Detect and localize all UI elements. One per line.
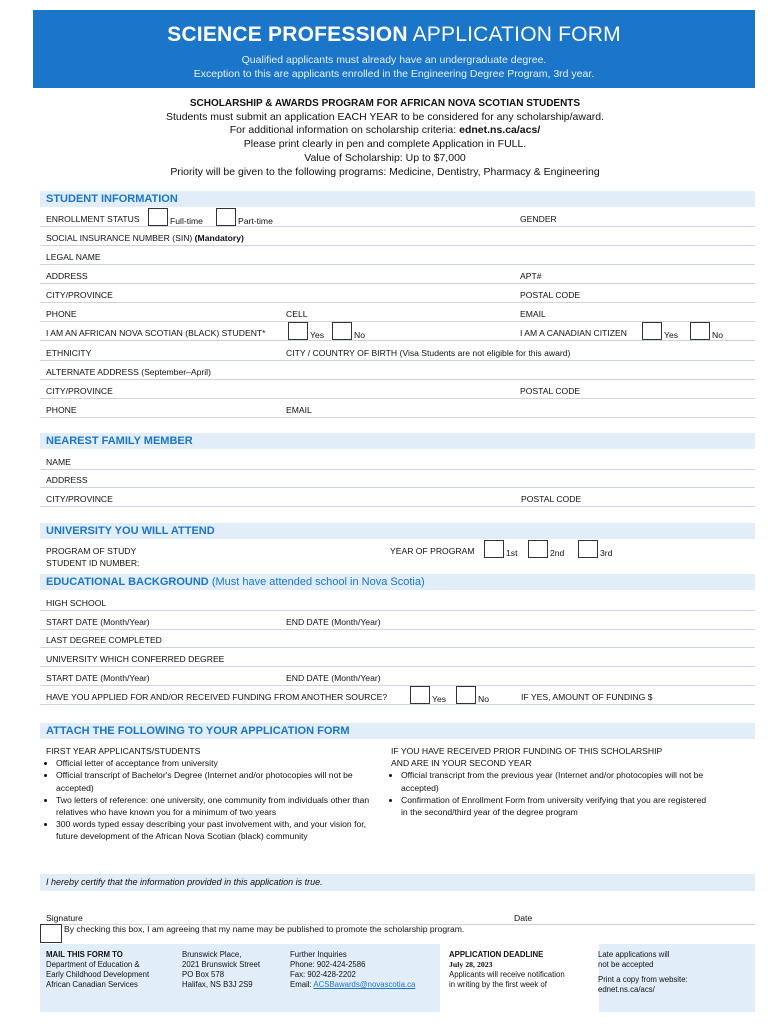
enrollment-status-label: ENROLLMENT STATUS: [46, 214, 140, 224]
degree-end-label: [286, 673, 381, 683]
phone-label: PHONE: [46, 309, 77, 319]
row-degree-dates[interactable]: [40, 668, 755, 686]
hs-end-text: END DATE: [286, 617, 329, 627]
funding-question-label: HAVE YOU APPLIED FOR AND/OR RECEIVED FUNDING FROM ANOTHER SOURCE?: [46, 692, 388, 702]
row-student-id[interactable]: [40, 555, 755, 568]
deadline-line-1: Applicants will receive notification: [449, 970, 565, 979]
list-item: • 300 words typed essay describing your past involvement with, and your vision for, future development of the African Nova Scotian (black) community: [56, 818, 376, 842]
apt-label: APT#: [520, 271, 542, 281]
mail-heading: MAIL THIS FORM TO: [46, 950, 123, 959]
funding-no-checkbox[interactable]: [456, 686, 476, 704]
list-item: • Confirmation of Enrollment Form from university verifying that you are registered in the second/third year of the degree program: [401, 794, 711, 818]
row-hs-dates[interactable]: [40, 612, 755, 630]
alt-postal-label: POSTAL CODE: [520, 386, 581, 396]
second-year-heading-2: AND ARE IN YOUR SECOND YEAR: [391, 758, 532, 769]
birth-label: [286, 348, 570, 358]
scholarship-value: Value of Scholarship: Up to $7,000: [304, 152, 466, 164]
citizen-no-label: No: [712, 330, 723, 340]
alt-phone-label: PHONE: [46, 405, 77, 415]
row-conferred[interactable]: [40, 649, 755, 667]
degree-start-text: START DATE: [46, 673, 98, 683]
mail-address-block: [182, 950, 260, 990]
inquiries-fax: Fax: 902-428-2202: [290, 970, 356, 979]
ans-no-checkbox[interactable]: [332, 322, 352, 340]
list-item: • Official letter of acceptance from university: [56, 757, 376, 769]
email-label: EMAIL: [520, 309, 546, 319]
hs-start-text: START DATE: [46, 617, 98, 627]
row-city[interactable]: [40, 285, 755, 303]
mail-line-3: African Canadian Services: [46, 980, 138, 989]
form-title: [33, 23, 755, 47]
late-block: [598, 950, 688, 995]
inquiries-block: [290, 950, 415, 990]
section-education: [40, 574, 755, 590]
intro-line-1: Students must submit an application EACH YEAR to be considered for any scholarship/award.: [165, 110, 605, 123]
ethnicity-label: ETHNICITY: [46, 348, 92, 358]
ans-no-label: No: [354, 330, 365, 340]
ans-yes-option: [288, 322, 324, 340]
funding-yes-option: [410, 686, 446, 704]
late-line-1: Late applications will: [598, 950, 670, 959]
address-line-3: PO Box 578: [182, 970, 225, 979]
footer-panel: [40, 944, 755, 1012]
second-year-heading-1: IF YOU HAVE RECEIVED PRIOR FUNDING OF THIS SCHOLARSHIP: [391, 746, 663, 756]
deadline-heading: APPLICATION DEADLINE: [449, 950, 544, 959]
funding-no-option: [456, 686, 489, 704]
inquiries-phone: Phone: 902-424-2586: [290, 960, 366, 969]
row-ethnicity[interactable]: [40, 343, 755, 361]
birth-text: CITY / COUNTRY OF BIRTH: [286, 348, 398, 358]
legal-name-label: LEGAL NAME: [46, 252, 101, 262]
year-label: YEAR OF PROGRAM: [390, 546, 475, 556]
education-header-note: (Must have attended school in Nova Scotia): [208, 576, 425, 588]
full-time-option: [148, 208, 203, 226]
first-year-heading: FIRST YEAR APPLICANTS/STUDENTS: [46, 746, 201, 756]
postal-label: POSTAL CODE: [520, 290, 581, 300]
last-degree-label: LAST DEGREE COMPLETED: [46, 635, 162, 645]
print-website-link[interactable]: ednet.ns.ca/acs/: [598, 985, 655, 994]
row-signature[interactable]: [40, 911, 755, 925]
degree-start-label: [46, 673, 150, 683]
list-item: • Official transcript of Bachelor's Degree (Internet and/or photocopies will not be accepted): [56, 769, 376, 793]
list-item: • Official transcript from the previous year (Internet and/or photocopies will not be accepted): [401, 769, 711, 793]
date-label: Date: [514, 913, 533, 923]
row-alt-phone[interactable]: [40, 400, 755, 418]
inquiries-heading: Further Inquiries: [290, 950, 347, 959]
funding-yes-label: Yes: [432, 694, 447, 704]
degree-end-note: (Month/Year): [331, 673, 381, 683]
part-time-option: [216, 208, 273, 226]
row-phone[interactable]: [40, 304, 755, 322]
part-time-label: Part-time: [238, 216, 273, 226]
row-funding: [40, 687, 755, 705]
ans-yes-checkbox[interactable]: [288, 322, 308, 340]
address-line-1: Brunswick Place,: [182, 950, 242, 959]
hs-start-note: (Month/Year): [100, 617, 150, 627]
hs-end-note: (Month/Year): [331, 617, 381, 627]
intro-line-2: [0, 124, 770, 138]
section-nearest-family: NEAREST FAMILY MEMBER: [40, 433, 755, 449]
print-line-1: Print a copy from website:: [598, 975, 688, 984]
banner-line-2: Exception to this are applicants enrolled in the Engineering Degree Program, 3rd year.: [193, 68, 595, 80]
birth-note: (Visa Students are not eligible for this award): [399, 348, 571, 358]
sin-label: [46, 233, 244, 243]
deadline-box: [440, 944, 599, 1012]
priority-programs: Priority will be given to the following programs: Medicine, Dentistry, Pharmacy & Engineering: [170, 165, 600, 178]
citizen-no-option: [690, 322, 723, 340]
full-time-label: Full-time: [170, 216, 203, 226]
banner-line-1: Qualified applicants must already have an undergraduate degree.: [241, 54, 547, 66]
gender-label: GENDER: [520, 214, 557, 224]
citizen-yes-option: [642, 322, 678, 340]
hs-start-label: [46, 617, 150, 627]
year-2-label: 2nd: [550, 548, 565, 558]
program-label: PROGRAM OF STUDY: [46, 546, 137, 556]
year-3-label: 3rd: [600, 548, 613, 558]
mail-to-block: [46, 950, 149, 990]
consent-text: By checking this box, I am agreeing that my name may be published to promote the scholarship program.: [64, 924, 465, 934]
ans-no-option: [332, 322, 365, 340]
alt-email-label: EMAIL: [286, 405, 312, 415]
year-1-label: 1st: [506, 548, 518, 558]
criteria-link[interactable]: ednet.ns.ca/acs/: [459, 124, 541, 136]
row-last-degree[interactable]: [40, 630, 755, 648]
first-year-requirements: [46, 745, 376, 843]
row-address[interactable]: [40, 266, 755, 284]
alt-address-text: ALTERNATE ADDRESS: [46, 367, 139, 377]
citizen-yes-checkbox[interactable]: [642, 322, 662, 340]
row-sin[interactable]: [40, 228, 755, 246]
intro-block: [0, 97, 770, 179]
city-label: CITY/PROVINCE: [46, 290, 113, 300]
row-family-address[interactable]: [40, 470, 755, 488]
alt-address-label: [46, 367, 211, 377]
citizen-label: I AM A CANADIAN CITIZEN: [520, 328, 627, 338]
row-family-name[interactable]: [40, 452, 755, 470]
section-student-information: STUDENT INFORMATION: [40, 191, 755, 207]
row-alt-city[interactable]: [40, 381, 755, 399]
family-address-label: ADDRESS: [46, 475, 88, 485]
section-attach: ATTACH THE FOLLOWING TO YOUR APPLICATION FORM: [40, 723, 755, 739]
row-ans-status: [40, 323, 755, 341]
address-label: ADDRESS: [46, 271, 88, 281]
inquiries-email-label: Email:: [290, 980, 314, 989]
alt-city-label: CITY/PROVINCE: [46, 386, 113, 396]
mail-line-1: Department of Education &: [46, 960, 140, 969]
deadline-date: July 28, 2023: [449, 960, 493, 969]
row-high-school[interactable]: [40, 593, 755, 611]
address-line-4: Halifax, NS B3J 2S9: [182, 980, 253, 989]
sin-mandatory: (Mandatory): [194, 233, 244, 243]
section-university: UNIVERSITY YOU WILL ATTEND: [40, 523, 755, 539]
funding-no-label: No: [478, 694, 489, 704]
row-enrollment: [40, 209, 755, 227]
full-time-checkbox[interactable]: [148, 208, 168, 226]
row-legal-name[interactable]: [40, 247, 755, 265]
family-postal-label: POSTAL CODE: [521, 494, 582, 504]
deadline-line-2: in writing by the first week of: [449, 980, 547, 989]
late-line-2: not be accepted: [598, 960, 654, 969]
cell-label: CELL: [286, 309, 308, 319]
alt-address-note: (September–April): [141, 367, 211, 377]
hs-end-label: [286, 617, 381, 627]
conferred-label: UNIVERSITY WHICH CONFERRED DEGREE: [46, 654, 225, 664]
title-rest: APPLICATION FORM: [407, 23, 621, 46]
education-header-text: EDUCATIONAL BACKGROUND: [46, 576, 209, 588]
certification-statement: I hereby certify that the information provided in this application is true.: [40, 874, 755, 891]
citizen-no-checkbox[interactable]: [690, 322, 710, 340]
family-city-label: CITY/PROVINCE: [46, 494, 113, 504]
address-line-2: 2021 Brunswick Street: [182, 960, 261, 969]
row-family-city[interactable]: [40, 489, 755, 507]
signature-label: Signature: [46, 913, 83, 923]
inquiries-email-link[interactable]: ACSBawards@novascotia.ca: [313, 980, 416, 989]
header-banner: [33, 10, 755, 88]
funding-yes-checkbox[interactable]: [410, 686, 430, 704]
part-time-checkbox[interactable]: [216, 208, 236, 226]
consent-checkbox[interactable]: [40, 924, 62, 943]
title-bold: SCIENCE PROFESSION: [167, 23, 408, 46]
funding-amount-label[interactable]: IF YES, AMOUNT OF FUNDING $: [521, 692, 653, 702]
family-name-label: NAME: [46, 457, 71, 467]
intro-line-2-text: For additional information on scholarship criteria:: [229, 124, 460, 136]
row-alt-address[interactable]: [40, 362, 755, 380]
consent-row: [40, 924, 464, 943]
degree-start-note: (Month/Year): [100, 673, 150, 683]
inquiries-email: [290, 980, 415, 990]
program-heading: SCHOLARSHIP & AWARDS PROGRAM FOR AFRICAN NOVA SCOTIAN STUDENTS: [189, 98, 581, 109]
sin-text: SOCIAL INSURANCE NUMBER (SIN): [46, 233, 193, 243]
list-item: • Two letters of reference: one university, one community from individuals other than relatives who have known you for a minimum of two years: [56, 794, 376, 818]
ans-yes-label: Yes: [310, 330, 325, 340]
student-id-label: STUDENT ID NUMBER:: [46, 558, 140, 568]
citizen-yes-label: Yes: [664, 330, 679, 340]
mail-line-2: Early Childhood Development: [46, 970, 150, 979]
degree-end-text: END DATE: [286, 673, 329, 683]
high-school-label: HIGH SCHOOL: [46, 598, 107, 608]
second-year-requirements: [391, 745, 711, 818]
intro-line-3: Please print clearly in pen and complete Application in FULL.: [243, 137, 527, 150]
ans-question-label: I AM AN AFRICAN NOVA SCOTIAN (BLACK) STUDENT*: [46, 328, 266, 338]
